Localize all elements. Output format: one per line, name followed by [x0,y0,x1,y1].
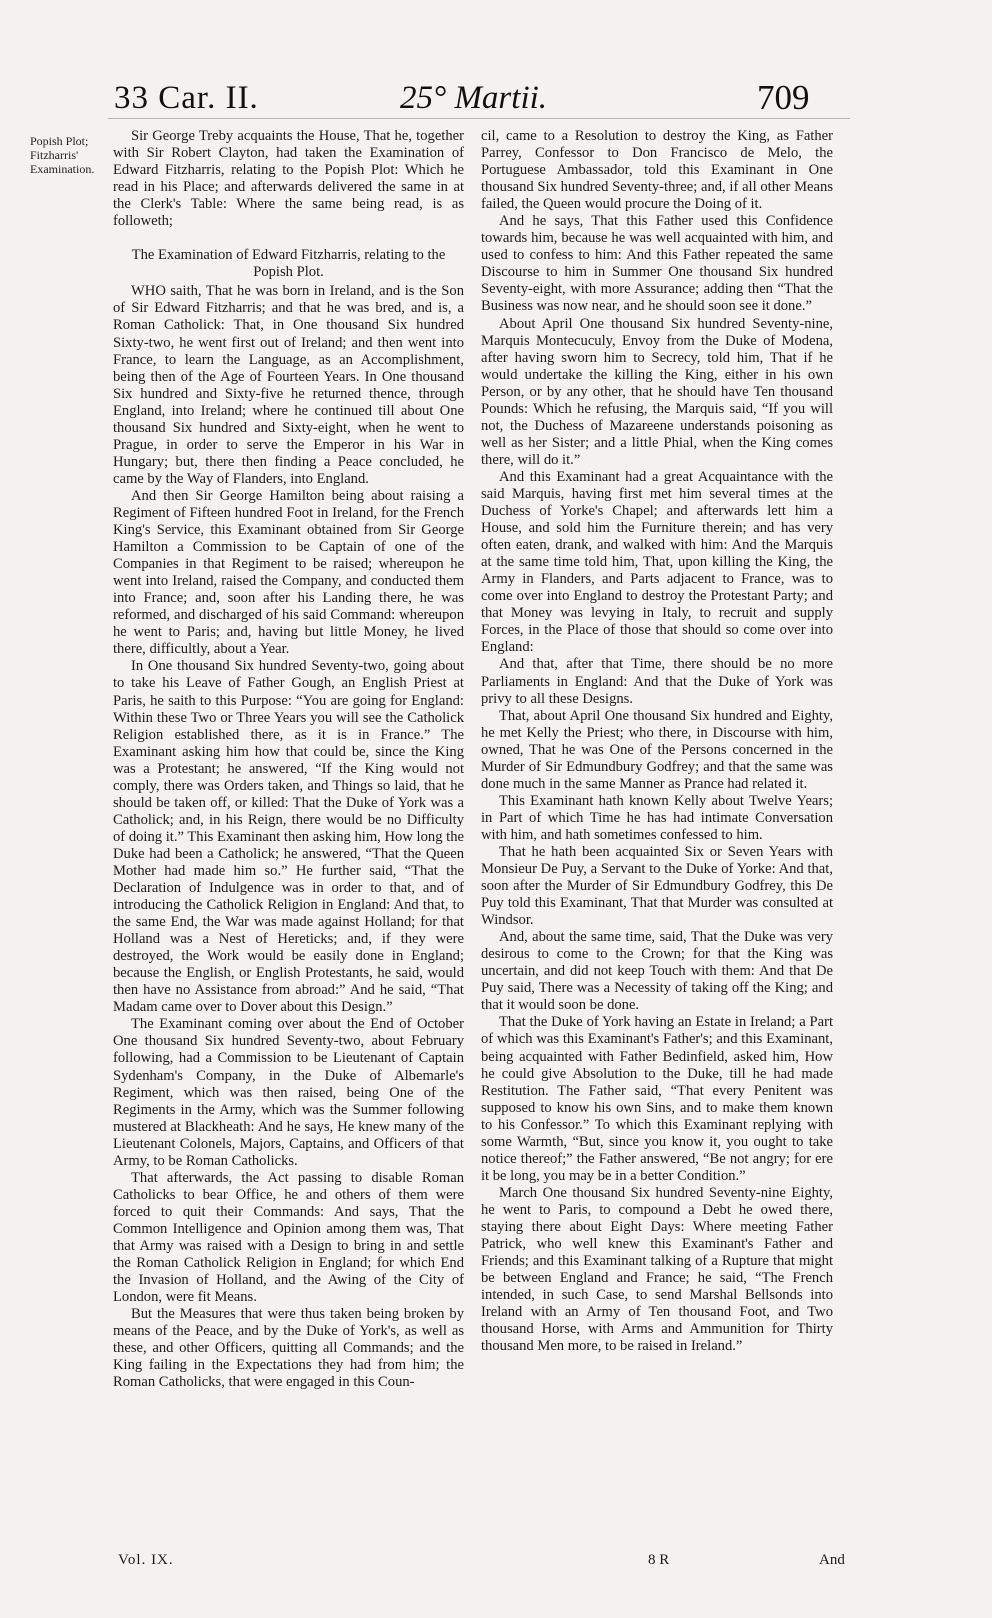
paragraph: That the Duke of York having an Estate in Ireland; a Part of which was this Examinant's Father's; and this Examinant, being acquainted with Father Bedinfield, asked him, How he could give Absolution to the Duke, till he had made Restitution. The Father said, “That every Penitent was supposed to know his own Sins, and to make them known to his Confessor.” To which this Examinant replying with some Warmth, “But, since you know it, you ought to take notice thereof;” the Father answered, “Be not angry; for ere it be long, you may be in a better Condition.” [481,1014,833,1184]
paragraph: March One thousand Six hundred Seventy-nine Eighty, he went to Paris, to compound a Debt he owed there, staying there about Eight Days: Where meeting Father Patrick, who well knew this Examinant's Father and Friends; and this Examinant talking of a Rupture that might be between England and France; he said, “The French intended, in such Case, to send Marshal Bellsonds into Ireland with an Army of Ten thousand Foot, and Two thousand Horse, with Arms and Ammunition for Thirty thousand Men more, to be raised in Ireland.” [481,1184,833,1355]
paragraph: That, about April One thousand Six hundred and Eighty, he met Kelly the Priest; who there, in Discourse with him, owned, That he was One of the Persons concerned in the Murder of Sir Edmundbury Godfrey; and that the same was done much in the same Manner as Prance had related it. [481,707,833,792]
volume-footer: Vol. IX. [118,1552,174,1568]
running-head-date: 25° Martii. [400,80,548,116]
page-number: 709 [757,78,810,117]
left-column [113,128,464,1391]
paragraph: That he hath been acquainted Six or Seven Years with Monsieur De Puy, a Servant to the Duke of Yorke: And that, soon after the Murder of Sir Edmundbury Godfrey, this De Puy told this Examinant, That that Murder was consulted at Windsor. [481,843,833,929]
paragraph: That afterwards, the Act passing to disable Roman Catholicks to bear Office, he and others of them were forced to quit their Commands: And says, That the Common Intelligence and Opinion among them was, That that Army was raised with a Design to bring in and settle the Roman Catholick Religion in England; for which End the Invasion of Holland, and the Awing of the City of London, were fit Means. [113,1169,464,1306]
paragraph: And, about the same time, said, That the Duke was very desirous to come to the Crown; for that the King was uncertain, and did not keep Touch with them: And that De Puy said, There was a Necessity of taking off the King; and that it would soon be done. [481,929,833,1014]
paragraph: This Examinant hath known Kelly about Twelve Years; in Part of which Time he has had intimate Conversation with him, and hath sometimes confessed to him. [481,792,833,843]
header-rule [108,118,850,119]
paragraph: WHO saith, That he was born in Ireland, and is the Son of Sir Edward Fitzharris; and that he was bred, and is, a Roman Catholick: That, in One thousand Six hundred Sixty-two, he went first out of Ireland; and then went into France, to learn the Language, as an Accomplishment, being then of the Age of Fourteen Years. In One thousand Six hundred and Sixty-five he returned thence, through England, into Ireland; where he continued till about One thousand Six hundred and Sixty-eight, when he went to Prague, in order to serve the Emperor in his War in Hungary; but, there then finding a Peace concluded, he came by the Way of Flanders, into England. [113,283,464,487]
catchword: And [819,1552,845,1568]
paragraph: About April One thousand Six hundred Seventy-nine, Marquis Montecuculy, Envoy from the Duke of Modena, after having sworn him to Secrecy, told him, That if he would undertake the killing the King, either in his own Person, or by any other, that he should have Ten thousand Pounds: Which he refusing, the Marquis said, “If you will not, the Duchess of Mazareene understands poisoning as well as her Sister; and a little Phial, when the King comes there, will do it.” [481,315,833,468]
paragraph: And he says, That this Father used this Confidence towards him, because he was well acquainted with him, and used to confess to him: And this Father repeated the same Discourse to him in Summer One thousand Six hundred Seventy-eight, with more Assurance; adding then “That the Business was now near, and he should soon see it done.” [481,213,833,315]
margin-note [30,134,112,176]
paragraph: And then Sir George Hamilton being about raising a Regiment of Fifteen hundred Foot in Ireland, for the French King's Service, this Examinant obtained from Sir George Hamilton a Commission to be Captain of one of the Companies in that Regiment to be raised; whereupon he went into Ireland, raised the Company, and conducted them into France; and, soon after his Landing there, he was reformed, and discharged of his said Command: whereupon he went to Paris; and, having but little Money, he lived there, difficultly, about a Year. [113,487,464,658]
paragraph: And this Examinant had a great Acquaintance with the said Marquis, having first met him several times at the Duchess of Yorke's Chapel; and afterwards lett him a House, and sold him the Furniture therein; and has very often eaten, drank, and walked with him: And the Marquis at the same time told him, That, upon killing the King, the Army in Flanders, and Parts adjacent to France, was to come over into England to destroy the Protestant Party; and that Money was levying in Italy, to recruit and supply Forces, in the Place of those that should so come over into England: [481,468,833,656]
paragraph: In One thousand Six hundred Seventy-two, going about to take his Leave of Father Gough, an English Priest at Paris, he saith to this Purpose: “You are going for England: Within these Two or Three Years you will see the Catholick Religion established there, as it is in France.” The Examinant asking him how that could be, since the King was a Protestant; he answered, “If the King would not comply, there was Orders taken, and Things so laid, that he should be taken off, or killed: That the Duke of York was a Catholick; and, in his Reign, there would be no Difficulty of doing it.” This Examinant then asking him, How long the Duke had been a Catholick; he answered, “That the Queen Mother had made him so.” He further said, “That the Declaration of Indulgence was in order to that, and of introducing the Catholick Religion in England: And that, to the same End, the War was made against Holland; for that Holland was a Nest of Hereticks; and, if they were destroyed, the Work would be easily done in England; because the English, or English Protestants, he said, would then have no Assistance from abroad:” And he said, “That Madam came over to Dover about this Design.” [113,658,464,1016]
running-head-session: 33 Car. II. [114,80,259,116]
paragraph: But the Measures that were thus taken being broken by means of the Peace, and by the Duke of York's, as well as these, and other Officers, quitting all Commands; and the King failing in the Expectations they had from him; the Roman Catholicks, that were engaged in this Coun- [113,1306,464,1391]
right-column [481,128,833,1355]
margin-note-line: Popish Plot; [30,134,89,148]
paragraph: cil, came to a Resolution to destroy the King, as Father Parrey, Confessor to Don Francisco de Melo, the Portuguese Ambassador, told this Examinant in One thousand Six hundred Seventy-three; and, if all other Means failed, the Queen would procure the Doing of it. [481,128,833,213]
section-title: The Examination of Edward Fitzharris, relating to the Popish Plot. [131,247,446,281]
margin-note-line: Examination. [30,162,95,176]
paragraph: Sir George Treby acquaints the House, That he, together with Sir Robert Clayton, had taken the Examination of Edward Fitzharris, relating to the Popish Plot: Which he read in his Place; and afterwards delivered the same in at the Clerk's Table: Where the same being read, is as followeth; [113,128,464,230]
paragraph: And that, after that Time, there should be no more Parliaments in England: And that the Duke of York was privy to all these Designs. [481,656,833,707]
signature-mark: 8 R [648,1552,670,1568]
paragraph: The Examinant coming over about the End of October One thousand Six hundred Seventy-two, about February following, had a Commission to be Lieutenant of Captain Sydenham's Company, in the Duke of Albemarle's Regiment, which was then raised, being One of the Regiments in the Army, which was the Summer following mustered at Blackheath: And he says, He knew many of the Lieutenant Colonels, Majors, Captains, and Officers of that Army, to be Roman Catholicks. [113,1016,464,1169]
margin-note-line: Fitzharris' [30,148,79,162]
